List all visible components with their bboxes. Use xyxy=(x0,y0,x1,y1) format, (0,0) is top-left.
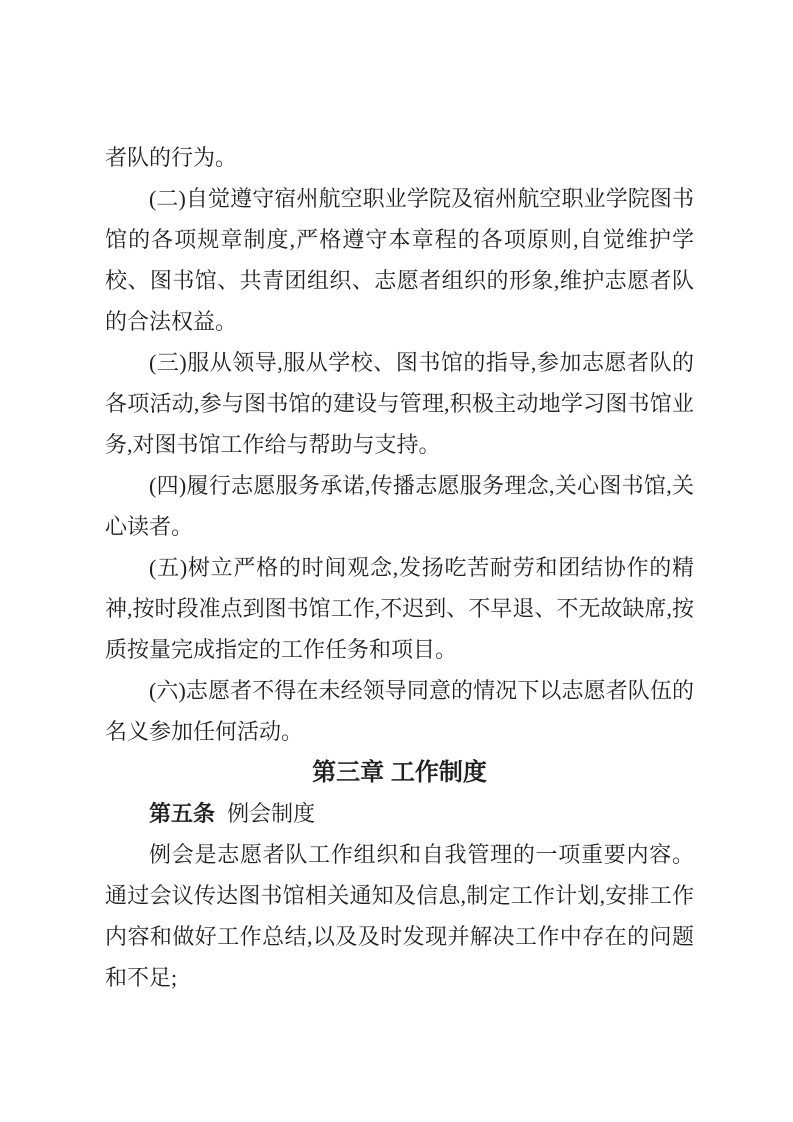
chapter-heading: 第三章 工作制度 xyxy=(312,759,487,786)
clause-item-6: (六)志愿者不得在未经领导同意的情况下以志愿者队伍的名义参加任何活动。 xyxy=(105,678,694,744)
paragraph-continuation: 者队的行为。 xyxy=(105,145,238,170)
clause-item-5: (五)树立严格的时间观念,发扬吃苦耐劳和团结协作的精神,按时段准点到图书馆工作,不迟到、不早退、不无故缺席,按质按量完成指定的工作任务和项目。 xyxy=(105,555,694,662)
clause-item-2: (二)自觉遵守宿州航空职业学院及宿州航空职业学院图书馆的各项规章制度,严格遵守本章程的各项原则,自觉维护学校、图书馆、共青团组织、志愿者组织的形象,维护志愿者队的合法权益。 xyxy=(105,186,694,334)
article-number: 第五条 xyxy=(149,801,216,826)
document-text-block xyxy=(105,137,694,998)
clause-item-4: (四)履行志愿服务承诺,传播志愿服务理念,关心图书馆,关心读者。 xyxy=(105,473,694,539)
article-title: 例会制度 xyxy=(227,801,316,826)
article-heading xyxy=(105,793,694,834)
paragraph-meeting-system: 例会是志愿者队工作组织和自我管理的一项重要内容。通过会议传达图书馆相关通知及信息,制定工作计划,安排工作内容和做好工作总结,以及及时发现并解决工作中存在的问题和不足; xyxy=(105,842,694,990)
clause-item-3: (三)服从领导,服从学校、图书馆的指导,参加志愿者队的各项活动,参与图书馆的建设与管理,积极主动地学习图书馆业务,对图书馆工作给与帮助与支持。 xyxy=(105,350,694,457)
